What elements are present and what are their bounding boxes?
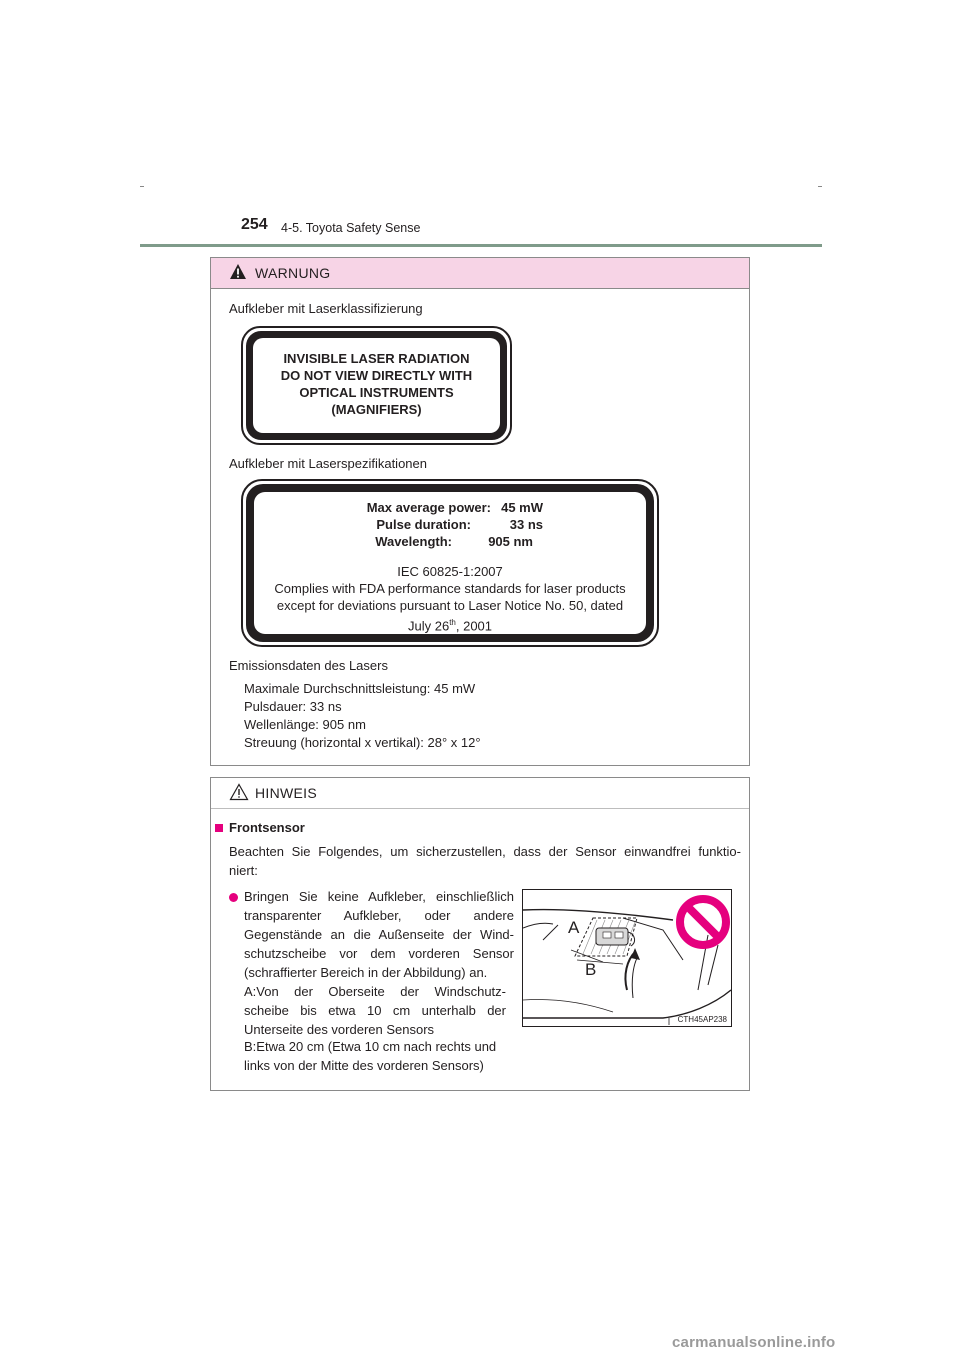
- label2-caption: Aufkleber mit Laserspezifikationen: [229, 456, 427, 471]
- crop-mark-left: [140, 186, 144, 187]
- label1-caption: Aufkleber mit Laserklassifizierung: [229, 301, 423, 316]
- emission-item-2: Pulsdauer: 33 ns: [244, 699, 342, 714]
- heading-square-icon: [215, 824, 223, 832]
- spec-date: July 26th, 2001: [407, 618, 493, 634]
- spec-name-wavelength: Wavelength:: [375, 534, 452, 549]
- label1-line-2: DO NOT VIEW DIRECTLY WITH: [280, 368, 473, 383]
- notice-header: [211, 778, 749, 809]
- crop-mark-right: [818, 186, 822, 187]
- emission-item-1: Maximale Durchschnittsleistung: 45 mW: [244, 681, 476, 696]
- no-symbol-icon: [675, 894, 731, 950]
- sensor-figure: [522, 889, 732, 1027]
- warning-triangle-icon: [229, 263, 247, 280]
- emission-item-3: Wellenlänge: 905 nm: [244, 717, 366, 732]
- spec-fda-line-1: Complies with FDA performance standards for laser products: [274, 581, 626, 596]
- warning-title: WARNUNG: [255, 265, 331, 281]
- definition-b: [244, 1037, 496, 1075]
- spec-row-pulse: [351, 516, 571, 533]
- definition-b-line-1: B:Etwa 20 cm (Etwa 10 cm nach rechts und: [244, 1039, 497, 1054]
- spec-row-wavelength: [351, 533, 571, 550]
- figure-code: CTH45AP238: [677, 1015, 727, 1024]
- spec-fda-line-2: except for deviations pursuant to Laser Notice No. 50, dated: [276, 598, 624, 613]
- definition-a-line-3: Unterseite des vorderen Sensors: [244, 1022, 435, 1037]
- figure-label-b: B: [585, 960, 597, 979]
- page-number: 254: [241, 216, 268, 233]
- definition-a-line-1: A:Von der Oberseite der Windschutz-: [244, 984, 506, 999]
- bullet-line-4: schutzscheibe vor dem vorderen Sensor: [244, 946, 514, 961]
- caution-outline-icon: [229, 783, 249, 801]
- spec-standard: IEC 60825-1:2007: [397, 564, 503, 579]
- watermark: carmanualsonline.info: [672, 1334, 836, 1351]
- definition-b-line-2: links von der Mitte des vorderen Sensors): [244, 1058, 484, 1073]
- notice-heading: Frontsensor: [229, 820, 305, 835]
- notice-title: HINWEIS: [255, 785, 317, 801]
- bullet-text: [244, 887, 514, 982]
- spec-row-power: [351, 499, 571, 516]
- label1-line-1: INVISIBLE LASER RADIATION: [283, 351, 470, 366]
- label1-line-4: (MAGNIFIERS): [331, 402, 422, 417]
- notice-intro-line-2: niert:: [229, 863, 258, 878]
- bullet-line-5: (schraffierter Bereich in der Abbildung) an.: [244, 965, 488, 980]
- spec-value-power: 45 mW: [501, 500, 543, 515]
- emission-item-4: Streuung (horizontal x vertikal): 28° x 12°: [244, 735, 481, 750]
- bullet-dot-icon: [229, 893, 238, 902]
- notice-intro-line-1: Beachten Sie Folgendes, um sicherzustellen, dass der Sensor einwandfrei funktio-: [229, 844, 741, 859]
- spec-name-pulse: Pulse duration:: [376, 517, 471, 532]
- bullet-line-2: transparenter Aufkleber, oder andere: [244, 908, 514, 923]
- laser-spec-sticker: [241, 479, 659, 647]
- bullet-line-1: Bringen Sie keine Aufkleber, einschließlich: [244, 889, 514, 904]
- spec-value-wavelength: 905 nm: [488, 534, 533, 549]
- label1-line-3: OPTICAL INSTRUMENTS: [299, 385, 454, 400]
- warning-header: [211, 258, 749, 289]
- spec-name-power: Max average power:: [366, 500, 491, 515]
- spec-value-pulse: 33 ns: [509, 517, 543, 532]
- header-rule: [140, 244, 822, 247]
- figure-label-a: A: [568, 918, 580, 937]
- definition-a: [244, 982, 506, 1039]
- laser-class-sticker: [241, 326, 512, 445]
- emission-caption: Emissionsdaten des Lasers: [229, 658, 388, 673]
- bullet-line-3: Gegenstände an die Außenseite der Wind-: [244, 927, 514, 942]
- definition-a-line-2: scheibe bis etwa 10 cm unterhalb der: [244, 1003, 506, 1018]
- section-title: 4-5. Toyota Safety Sense: [281, 221, 421, 235]
